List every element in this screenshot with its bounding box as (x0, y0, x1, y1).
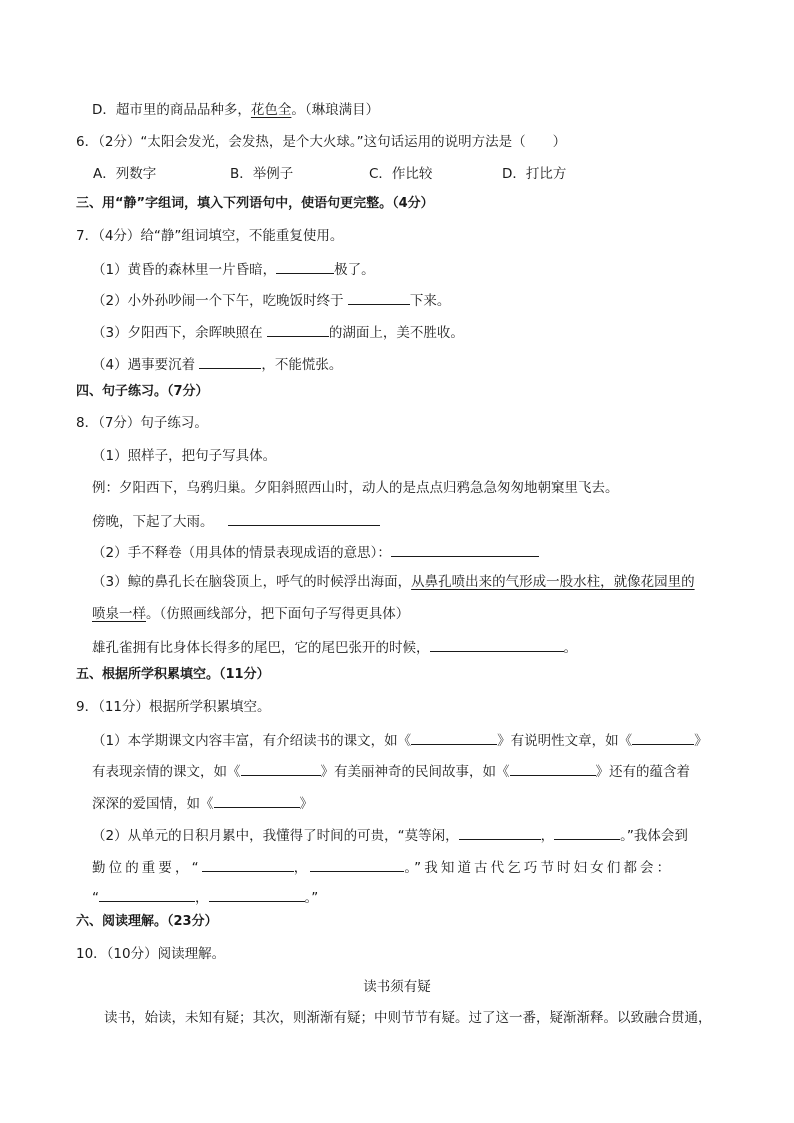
q9-l6-a: “ (92, 890, 99, 906)
q9-line6 (92, 886, 318, 908)
q7-item-4 (92, 353, 342, 375)
q8-sub3-text-a: （3）鲸的鼻孔长在脑袋顶上，呼气的时候浮出海面， (92, 574, 412, 590)
q8-sub3-line1 (92, 572, 695, 592)
q8-stem: 8．（7分）句子练习。 (76, 415, 208, 431)
q9-l5-a: 勤位的重要，“ (92, 860, 202, 876)
q9-l1-c: 》 (694, 733, 708, 749)
answer-blank[interactable] (214, 792, 300, 808)
answer-blank[interactable] (228, 510, 380, 526)
q9-l4-c: 。”我体会到 (620, 828, 688, 844)
q9-line2 (92, 760, 690, 782)
q9-l1-a: （1）本学期课文内容丰富，有介绍读书的课文，如《 (92, 733, 412, 749)
q8-example: 例：夕阳西下，乌鸦归巢。夕阳斜照西山时，动人的是点点归鸦急急匆匆地朝窠里飞去。 (92, 480, 619, 496)
answer-blank[interactable] (241, 760, 321, 776)
q9-l3-a: 深深的爱国情，如《 (92, 796, 214, 812)
q7-item-1 (92, 258, 375, 280)
q9-line1 (92, 729, 708, 751)
q9-l3-b: 》 (299, 796, 313, 812)
q8-sub2-text: （2）手不释卷（用具体的情景表现成语的意思）： (92, 545, 391, 561)
q8-sub3-text-b: 。（仿照画线部分，把下面句子写得更具体） (146, 606, 410, 622)
q8-sub3-task-text: 雄孔雀拥有比身体长得多的尾巴，它的尾巴张开的时候， (92, 640, 430, 656)
q6-option-c: C．作比较 (369, 166, 433, 182)
q7-stem: 7．（4分）给“静”组词填空，不能重复使用。 (76, 228, 344, 244)
q7-item-1-after: 极了。 (334, 262, 375, 278)
q9-l5-c: 。”我知道古代乞巧节时妇女们都会： (404, 860, 674, 876)
answer-blank[interactable] (391, 541, 539, 557)
answer-blank[interactable] (554, 824, 620, 840)
q10-stem: 10．（10分）阅读理解。 (76, 946, 226, 962)
q6-stem: 6．（2分）“太阳会发光，会发热，是个大火球。”这句话运用的说明方法是（ ） (76, 134, 567, 150)
q9-l5-b: ， (293, 860, 311, 876)
q9-l4-b: ， (540, 828, 555, 844)
q7-item-3-before: （3）夕阳西下，余晖映照在 (92, 325, 267, 341)
q9-l2-b: 》有美丽神奇的民间故事，如《 (320, 764, 510, 780)
q5-option-d-suffix: 。（琳琅满目） (291, 102, 380, 118)
q9-l1-b: 》有说明性文章，如《 (497, 733, 633, 749)
q7-item-2-before: （2）小外孙吵闹一个下午，吃晚饭时终于 (92, 293, 348, 309)
q7-item-3-after: 的湖面上，美不胜收。 (328, 325, 464, 341)
answer-blank[interactable] (411, 729, 497, 745)
answer-blank[interactable] (459, 824, 541, 840)
q8-task1 (92, 510, 380, 532)
answer-blank[interactable] (276, 258, 334, 274)
q9-l2-c: 》还有的蕴含着 (595, 764, 690, 780)
q8-sub3-underlined-b: 喷泉一样 (92, 606, 146, 622)
answer-blank[interactable] (430, 636, 564, 652)
section3-heading: 三、用“静”字组词，填入下列语句中，使语句更完整。（4分） (76, 196, 434, 211)
q9-l4-a: （2）从单元的日积月累中，我懂得了时间的可贵，“莫等闲， (92, 828, 459, 844)
q8-sub3-underlined-a: 从鼻孔喷出来的气形成一股水柱，就像花园里的 (411, 574, 695, 590)
q6-option-d: D．打比方 (502, 166, 567, 182)
q9-stem: 9．（11分）根据所学积累填空。 (76, 699, 271, 715)
q5-option-d-prefix: D．超市里的商品品种多， (92, 102, 251, 118)
section4-heading: 四、句子练习。（7分） (76, 384, 209, 399)
q7-item-4-before: （4）遇事要沉着 (92, 357, 200, 373)
q7-item-4-after: ，不能慌张。 (261, 357, 343, 373)
q5-option-d (92, 100, 379, 120)
answer-blank[interactable] (199, 353, 261, 369)
q8-sub3-end: 。 (563, 640, 577, 656)
answer-blank[interactable] (348, 289, 410, 305)
section6-heading: 六、阅读理解。（23分） (76, 914, 218, 929)
q7-item-2-after: 下来。 (409, 293, 451, 309)
q9-l6-c: 。” (304, 890, 319, 906)
answer-blank[interactable] (209, 886, 305, 902)
answer-blank[interactable] (267, 321, 329, 337)
q7-item-2 (92, 289, 450, 311)
answer-blank[interactable] (310, 856, 404, 872)
q8-sub3-line2 (92, 604, 409, 624)
q9-l2-a: 有表现亲情的课文，如《 (92, 764, 241, 780)
q8-sub2 (92, 541, 539, 563)
passage-title: 读书须有疑 (363, 979, 431, 995)
q8-task1-text: 傍晚，下起了大雨。 (92, 514, 214, 530)
answer-blank[interactable] (632, 729, 694, 745)
q6-option-b: B．举例子 (230, 166, 294, 182)
q7-item-3 (92, 321, 464, 343)
q6-option-a: A．列数字 (93, 166, 157, 182)
q8-sub1: （1）照样子，把句子写具体。 (92, 448, 277, 464)
q9-l6-b: ， (195, 890, 209, 906)
q8-sub3-task (92, 636, 577, 658)
answer-blank[interactable] (510, 760, 596, 776)
q9-line5 (92, 856, 673, 878)
q9-line3 (92, 792, 313, 814)
q7-item-1-before: （1）黄昏的森林里一片昏暗， (92, 262, 277, 278)
answer-blank[interactable] (202, 856, 294, 872)
answer-blank[interactable] (99, 886, 195, 902)
q9-line4 (92, 824, 688, 846)
passage-line-1: 读书，始读，未知有疑；其次，则渐渐有疑；中则节节有疑。过了这一番，疑渐渐释。以致融合贯通， (104, 1010, 712, 1026)
section5-heading: 五、根据所学积累填空。（11分） (76, 667, 270, 682)
q5-option-d-underlined: 花色全 (250, 102, 292, 118)
